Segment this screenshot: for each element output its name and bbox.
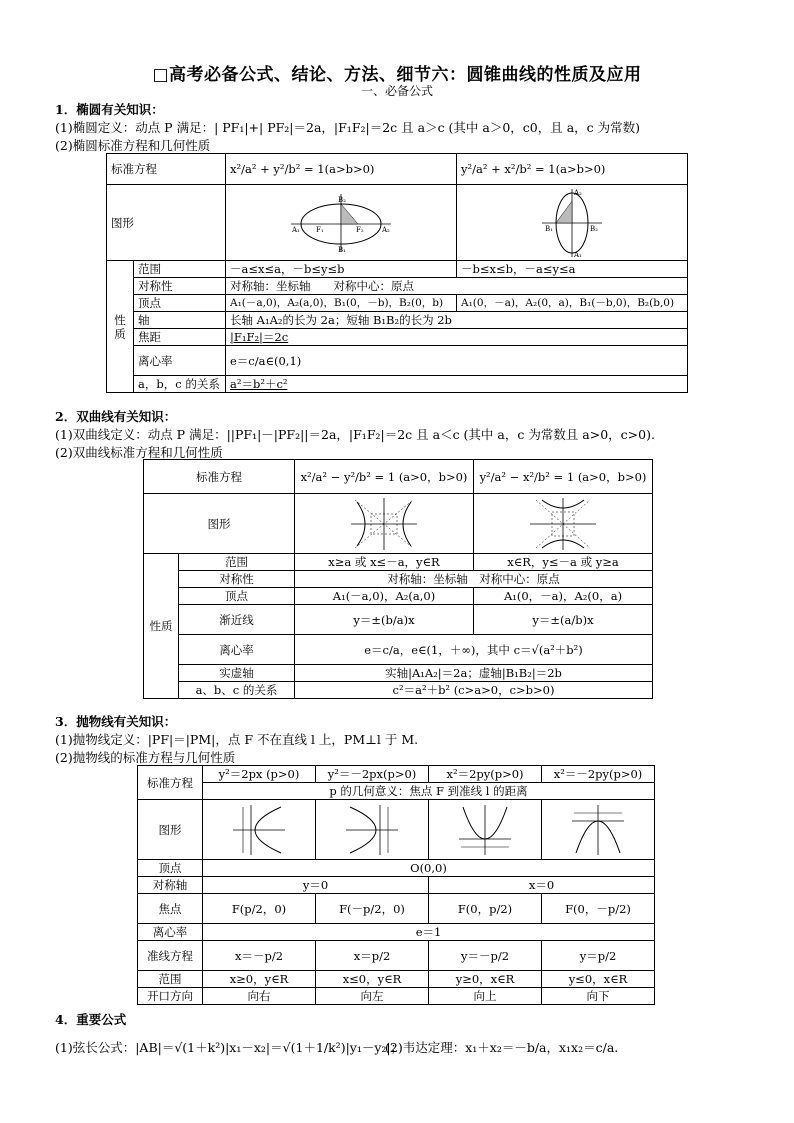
hyperbola-axis: 实轴|A₁A₂|＝2a；虚轴|B₁B₂|＝2b <box>295 665 653 682</box>
hyperbola-heading: 2．双曲线有关知识： <box>55 409 177 424</box>
parabola-ecc: e＝1 <box>203 924 655 941</box>
ellipse-focal: |F₁F₂|＝2c <box>226 329 688 346</box>
parabola-range-2: x≤0，y∈R <box>316 971 429 988</box>
parabola-open-2: 向左 <box>316 988 429 1005</box>
parabola-up-icon <box>455 803 515 857</box>
hyperbola-asym-label: 渐近线 <box>179 605 295 635</box>
hyperbola-axis-label: 实虚轴 <box>179 665 295 682</box>
hyperbola-sym: 对称轴：坐标轴 对称中心：原点 <box>295 571 653 588</box>
parabola-sym1: y＝0 <box>203 877 429 894</box>
ellipse-sym: 对称轴：坐标轴 对称中心：原点 <box>226 278 688 295</box>
parabola-open-4: 向下 <box>542 988 655 1005</box>
hyperbola-sym-label: 对称性 <box>179 571 295 588</box>
hyperbola-horizontal-icon <box>349 496 419 552</box>
parabola-right-icon <box>229 803 289 857</box>
parabola-table <box>137 765 655 1005</box>
hyperbola-rel: c²＝a²＋b² (c>a>0，c>b>0) <box>295 682 653 699</box>
hyperbola-eq-label: 标准方程 <box>144 460 295 494</box>
hyperbola-asym1: y＝±(b/a)x <box>295 605 474 635</box>
svg-text:A₁: A₁ <box>574 250 582 259</box>
hyperbola-vertex-label: 顶点 <box>179 588 295 605</box>
ellipse-range2: －b≤x≤b，－a≤y≤a <box>457 261 688 278</box>
parabola-ecc-label: 离心率 <box>138 924 203 941</box>
svg-text:A₂: A₂ <box>574 188 582 197</box>
parabola-vertex: O(0,0) <box>203 860 655 877</box>
ellipse-figure-horizontal <box>226 185 457 261</box>
section-subtitle: 一、必备公式 <box>360 84 433 98</box>
parabola-eq-label: 标准方程 <box>138 766 203 800</box>
parabola-definition: (1)抛物线定义：|PF|＝|PM|，点 F 不在直线 l 上，PM⊥l 于 M. <box>55 732 419 747</box>
hyperbola-asym2: y＝±(a/b)x <box>474 605 653 635</box>
ellipse-rel-label: a，b，c 的关系 <box>134 376 226 393</box>
parabola-dir-2: x＝p/2 <box>316 941 429 971</box>
parabola-focus-label: 焦点 <box>138 894 203 924</box>
parabola-dir-4: y＝p/2 <box>542 941 655 971</box>
parabola-eq-3: x²＝2py(p>0) <box>429 766 542 783</box>
hyperbola-ecc-label: 离心率 <box>179 635 295 665</box>
parabola-dir-1: x＝－p/2 <box>203 941 316 971</box>
ellipse-range-label: 范围 <box>134 261 226 278</box>
parabola-open-3: 向上 <box>429 988 542 1005</box>
parabola-eq-4: x²＝－2py(p>0) <box>542 766 655 783</box>
parabola-vertex-label: 顶点 <box>138 860 203 877</box>
parabola-open-1: 向右 <box>203 988 316 1005</box>
ellipse-focal-label: 焦距 <box>134 329 226 346</box>
svg-text:B₁: B₁ <box>545 224 553 233</box>
parabola-open-label: 开口方向 <box>138 988 203 1005</box>
svg-text:B₂: B₂ <box>590 224 598 233</box>
hyperbola-eq2: y²/a² − x²/b² = 1 (a>0，b>0) <box>474 460 653 494</box>
hyperbola-fig-label: 图形 <box>144 494 295 554</box>
parabola-left-icon <box>342 803 402 857</box>
hyperbola-table <box>143 459 653 699</box>
parabola-sym2: x＝0 <box>429 877 655 894</box>
hyperbola-range1: x≥a 或 x≤－a，y∈R <box>295 554 474 571</box>
parabola-eq-1: y²＝2px (p>0) <box>203 766 316 783</box>
page-title: □高考必备公式、结论、方法、细节六：圆锥曲线的性质及应用 <box>152 65 642 85</box>
formulas-heading: 4．重要公式 <box>55 1012 127 1027</box>
parabola-fig-right <box>203 800 316 860</box>
hyperbola-vertical-icon <box>528 496 598 552</box>
parabola-focus-2: F(－p/2，0) <box>316 894 429 924</box>
svg-text:A₁: A₁ <box>292 225 300 234</box>
ellipse-figure-vertical <box>457 185 688 261</box>
ellipse-vertical-icon <box>537 187 607 259</box>
formula-vieta: (2)韦达定理：x₁＋x₂＝－b/a，x₁x₂＝c/a. <box>385 1040 619 1055</box>
parabola-dir-label: 准线方程 <box>138 941 203 971</box>
formula-chord: (1)弦长公式：|AB|＝√(1＋k²)|x₁－x₂|＝√(1＋1/k²)|y₁－y₂|； <box>55 1040 404 1055</box>
hyperbola-ecc: e＝c/a，e∈(1，＋∞)，其中 c＝√(a²＋b²) <box>295 635 653 665</box>
svg-text:A₂: A₂ <box>382 225 390 234</box>
ellipse-subheading: (2)椭圆标准方程和几何性质 <box>55 138 211 153</box>
hyperbola-prop-label: 性质 <box>144 554 179 699</box>
hyperbola-eq1: x²/a² − y²/b² = 1 (a>0，b>0) <box>295 460 474 494</box>
parabola-fig-left <box>316 800 429 860</box>
ellipse-fig-label: 图形 <box>107 185 226 261</box>
parabola-focus-4: F(0，－p/2) <box>542 894 655 924</box>
parabola-fig-down <box>542 800 655 860</box>
ellipse-eq2: y²/a² + x²/b² = 1(a>b>0) <box>457 154 688 185</box>
parabola-focus-3: F(0，p/2) <box>429 894 542 924</box>
parabola-p-meaning: p 的几何意义：焦点 F 到准线 l 的距离 <box>203 783 655 800</box>
hyperbola-figure-horizontal <box>295 494 474 554</box>
parabola-subheading: (2)抛物线的标准方程与几何性质 <box>55 750 236 765</box>
hyperbola-rel-label: a、b、c 的关系 <box>179 682 295 699</box>
ellipse-eq1: x²/a² + y²/b² = 1(a>b>0) <box>226 154 457 185</box>
hyperbola-vertex1: A₁(－a,0)，A₂(a,0) <box>295 588 474 605</box>
svg-text:F₂: F₂ <box>356 225 364 234</box>
ellipse-heading: 1．椭圆有关知识： <box>55 102 164 117</box>
hyperbola-definition: (1)双曲线定义：动点 P 满足：||PF₁|－|PF₂||＝2a，|F₁F₂|＝2c 且 a＜c (其中 a，c 为常数且 a>0，c>0). <box>55 427 655 442</box>
ellipse-ecc: e＝c/a∈(0,1) <box>226 346 688 376</box>
hyperbola-range2: x∈R，y≤－a 或 y≥a <box>474 554 653 571</box>
ellipse-definition: (1)椭圆定义：动点 P 满足：| PF₁|+| PF₂|＝2a，|F₁F₂|＝2c 且 a＞c (其中 a＞0，c0，且 a，c 为常数) <box>55 120 641 135</box>
ellipse-vertex2: A₁(0，－a)，A₂(0，a)，B₁(－b,0)，B₂(b,0) <box>457 295 688 312</box>
ellipse-ecc-label: 离心率 <box>134 346 226 376</box>
parabola-fig-label: 图形 <box>138 800 203 860</box>
parabola-eq-2: y²＝－2px(p>0) <box>316 766 429 783</box>
parabola-fig-up <box>429 800 542 860</box>
hyperbola-range-label: 范围 <box>179 554 295 571</box>
parabola-range-4: y≤0，x∈R <box>542 971 655 988</box>
svg-text:B₂: B₂ <box>338 195 346 204</box>
ellipse-horizontal-icon <box>286 190 396 256</box>
ellipse-vertex1: A₁(－a,0)，A₂(a,0)，B₁(0，－b)，B₂(0，b) <box>226 295 457 312</box>
ellipse-sym-label: 对称性 <box>134 278 226 295</box>
ellipse-rel: a²＝b²＋c² <box>226 376 688 393</box>
ellipse-prop-label: 性质 <box>107 261 134 393</box>
ellipse-vertex-label: 顶点 <box>134 295 226 312</box>
parabola-range-1: x≥0，y∈R <box>203 971 316 988</box>
svg-text:B₁: B₁ <box>338 245 346 254</box>
parabola-sym-label: 对称轴 <box>138 877 203 894</box>
ellipse-axis-label: 轴 <box>134 312 226 329</box>
parabola-focus-1: F(p/2，0) <box>203 894 316 924</box>
hyperbola-figure-vertical <box>474 494 653 554</box>
parabola-range-3: y≥0，x∈R <box>429 971 542 988</box>
ellipse-axis: 长轴 A₁A₂的长为 2a；短轴 B₁B₂的长为 2b <box>226 312 688 329</box>
ellipse-eq-label: 标准方程 <box>107 154 226 185</box>
ellipse-table <box>106 153 688 393</box>
parabola-range-label: 范围 <box>138 971 203 988</box>
hyperbola-subheading: (2)双曲线标准方程和几何性质 <box>55 445 223 460</box>
ellipse-range1: －a≤x≤a，－b≤y≤b <box>226 261 457 278</box>
hyperbola-vertex2: A₁(0，－a)，A₂(0，a) <box>474 588 653 605</box>
parabola-heading: 3．抛物线有关知识： <box>55 714 177 729</box>
svg-text:F₁: F₁ <box>316 225 324 234</box>
parabola-down-icon <box>568 803 628 857</box>
parabola-dir-3: y＝－p/2 <box>429 941 542 971</box>
